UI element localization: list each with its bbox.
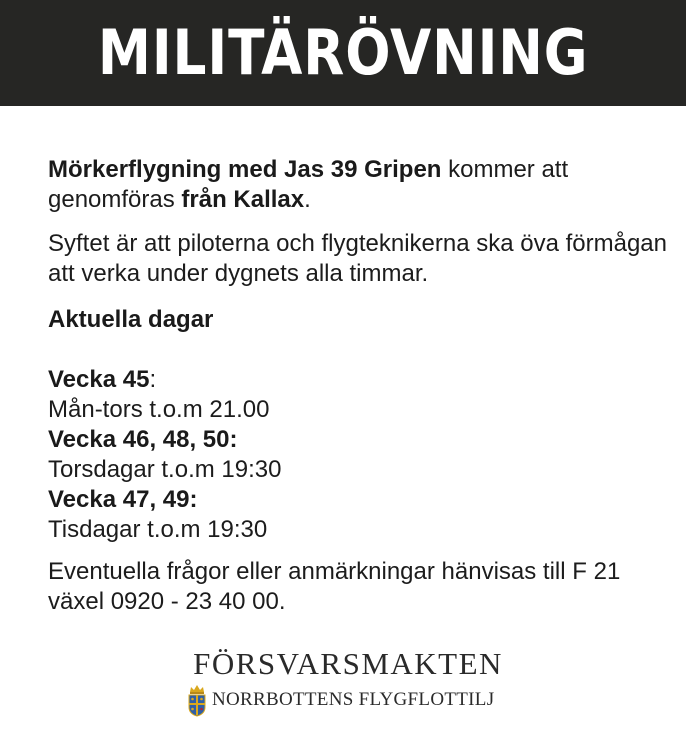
- schedule-heading-text: Aktuella dagar: [48, 306, 214, 333]
- schedule-list: [48, 365, 668, 545]
- schedule-week-detail: Mån-tors t.o.m 21.00: [48, 396, 270, 423]
- coat-of-arms-icon: [186, 683, 208, 717]
- intro-text: kommer att genomföras: [48, 156, 569, 213]
- purpose-paragraph: Syftet är att piloterna och flygteknikerna ska öva förmågan att verka under dygnets alla timmar.: [48, 230, 667, 287]
- contact-paragraph: Eventuella frågor eller anmärkningar hänvisas till F 21 växel 0920 - 23 40 00.: [48, 558, 621, 615]
- intro-period: .: [304, 186, 311, 213]
- footer-unit: [186, 683, 494, 717]
- spacer: [48, 335, 668, 365]
- notice-body: [48, 155, 668, 617]
- footer-organization: [0, 646, 686, 682]
- page-title: MILITÄRÖVNING: [97, 16, 589, 89]
- organization-name: FÖRSVARSMAKTEN: [193, 646, 503, 681]
- schedule-week-label: [48, 365, 668, 395]
- week-label-text: Vecka 45: [48, 366, 150, 393]
- week-label-text: Vecka 46, 48, 50:: [48, 426, 238, 453]
- week-label-suffix: :: [149, 366, 157, 393]
- schedule-week-detail: Tisdagar t.o.m 19:30: [48, 516, 268, 543]
- week-label-text: Vecka 47, 49:: [48, 486, 198, 513]
- intro-bold-location: från Kallax: [181, 186, 305, 213]
- intro-bold-subject: Mörkerflygning med Jas 39 Gripen: [48, 156, 442, 183]
- schedule-week-detail: Torsdagar t.o.m 19:30: [48, 456, 282, 483]
- intro-paragraph: [48, 155, 668, 215]
- schedule-week-label: [48, 485, 668, 515]
- schedule-week-label: [48, 425, 668, 455]
- schedule-heading: [48, 305, 668, 335]
- header-banner: [0, 0, 686, 106]
- unit-name: NORRBOTTENS FLYGFLOTTILJ: [212, 689, 495, 710]
